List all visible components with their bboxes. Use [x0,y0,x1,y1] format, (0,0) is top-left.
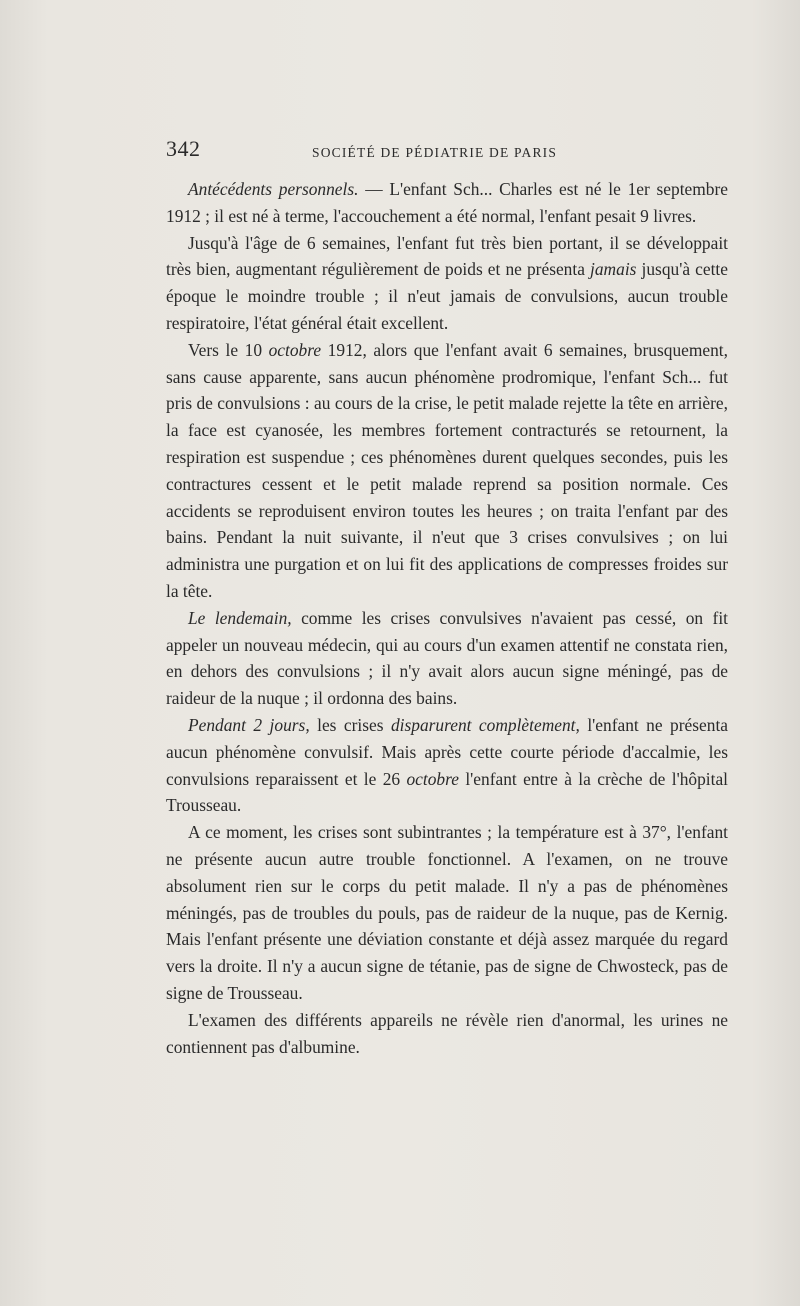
paragraph-text: l'enfant ne présenta aucun phénomène convulsif. Mais après cette courte période d'accalmie, les convulsions reparaissent et le 26 [166,714,728,789]
emphasis-italic: disparurent complètement, [390,714,580,735]
emphasis-italic: octobre [268,339,322,360]
paragraph-text: jusqu'à cette époque le moindre trouble ; il n'eut jamais de convulsions, aucun trouble respiratoire, l'état général était excellent. [166,259,728,333]
emphasis-italic: octobre [406,768,459,789]
paragraph-text: l'enfant entre à la crèche de l'hôpital Trousseau. [166,768,728,816]
paragraph-remission [166,712,728,819]
page-number: 342 [166,136,201,161]
paragraph-text: A ce moment, les crises sont subintrantes ; la température est à 37°, l'enfant ne présente aucun autre trouble fonctionnel. A l'examen, on ne trouve absolument rien sur le corps du petit malade. Il n'y a pas de phénomènes méningés, pas de troubles du pouls, pas de raideur de la nuque, pas de Kernig. Mais l'enfant présente une déviation constante et déjà assez marquée du regard vers la droite. Il n'y a aucun signe de tétanie, pas de signe de Chwosteck, pas de signe de Trousseau. [166,822,728,1003]
paragraph-lead-italic: Antécédents personnels. [188,179,359,199]
paragraph-development [166,230,728,337]
paragraph-text: Vers le 10 [188,339,269,360]
paragraph-next-day [166,605,728,712]
paragraph-first-convulsions [166,337,728,605]
paragraph-text: — L'enfant Sch... Charles est né le 1er septembre 1912 ; il est né à terme, l'accouchement a été normal, l'enfant pesait 9 livres. [166,179,728,226]
body-text [166,176,728,1060]
paragraph-text: Jusqu'à l'âge de 6 semaines, l'enfant fut très bien portant, il se développait très bien, augmentant régulièrement de poids et ne présenta [166,232,728,280]
paragraph-text: les crises [309,714,391,735]
paragraph-text: 1912, alors que l'enfant avait 6 semaines, brusquement, sans cause apparente, sans aucun phénomène prodromique, l'enfant Sch... fut pris de convulsions : au cours de la crise, le petit malade rejette la tête en arrière, la face est cyanosée, les membres fortement contracturés se retournent, la respiration est suspendue ; ces phénomènes durent quelques secondes, puis les contractures cessent et le petit malade reprend sa position normale. Ces accidents se reproduisent environ toutes les heures ; on traita l'enfant par des bains. Pendant la nuit suivante, il n'eut que 3 crises convulsives ; on lui administra une purgation et on lui fit des applications de compresses froides sur la tête. [166,339,728,601]
paragraph-text: L'examen des différents appareils ne révèle rien d'anormal, les urines ne contiennent pas d'albumine. [166,1009,728,1057]
paragraph-apparatus [166,1007,728,1061]
running-title: SOCIÉTÉ DE PÉDIATRIE DE PARIS [312,145,558,160]
paragraph-examination [166,819,728,1007]
emphasis-italic: Pendant 2 jours, [188,714,310,735]
emphasis-italic: jamais [590,259,637,280]
paragraph-antecedents [166,176,728,230]
page-header [166,136,728,166]
paragraph-text: comme les crises convulsives n'avaient pas cessé, on fit appeler un nouveau médecin, qui au cours d'un examen attentif ne constata rien, en dehors des convulsions ; il n'y avait alors aucun signe méningé, pas de raideur de la nuque ; il ordonna des bains. [166,607,729,709]
paragraph-lead-italic: Le lendemain, [188,607,292,628]
